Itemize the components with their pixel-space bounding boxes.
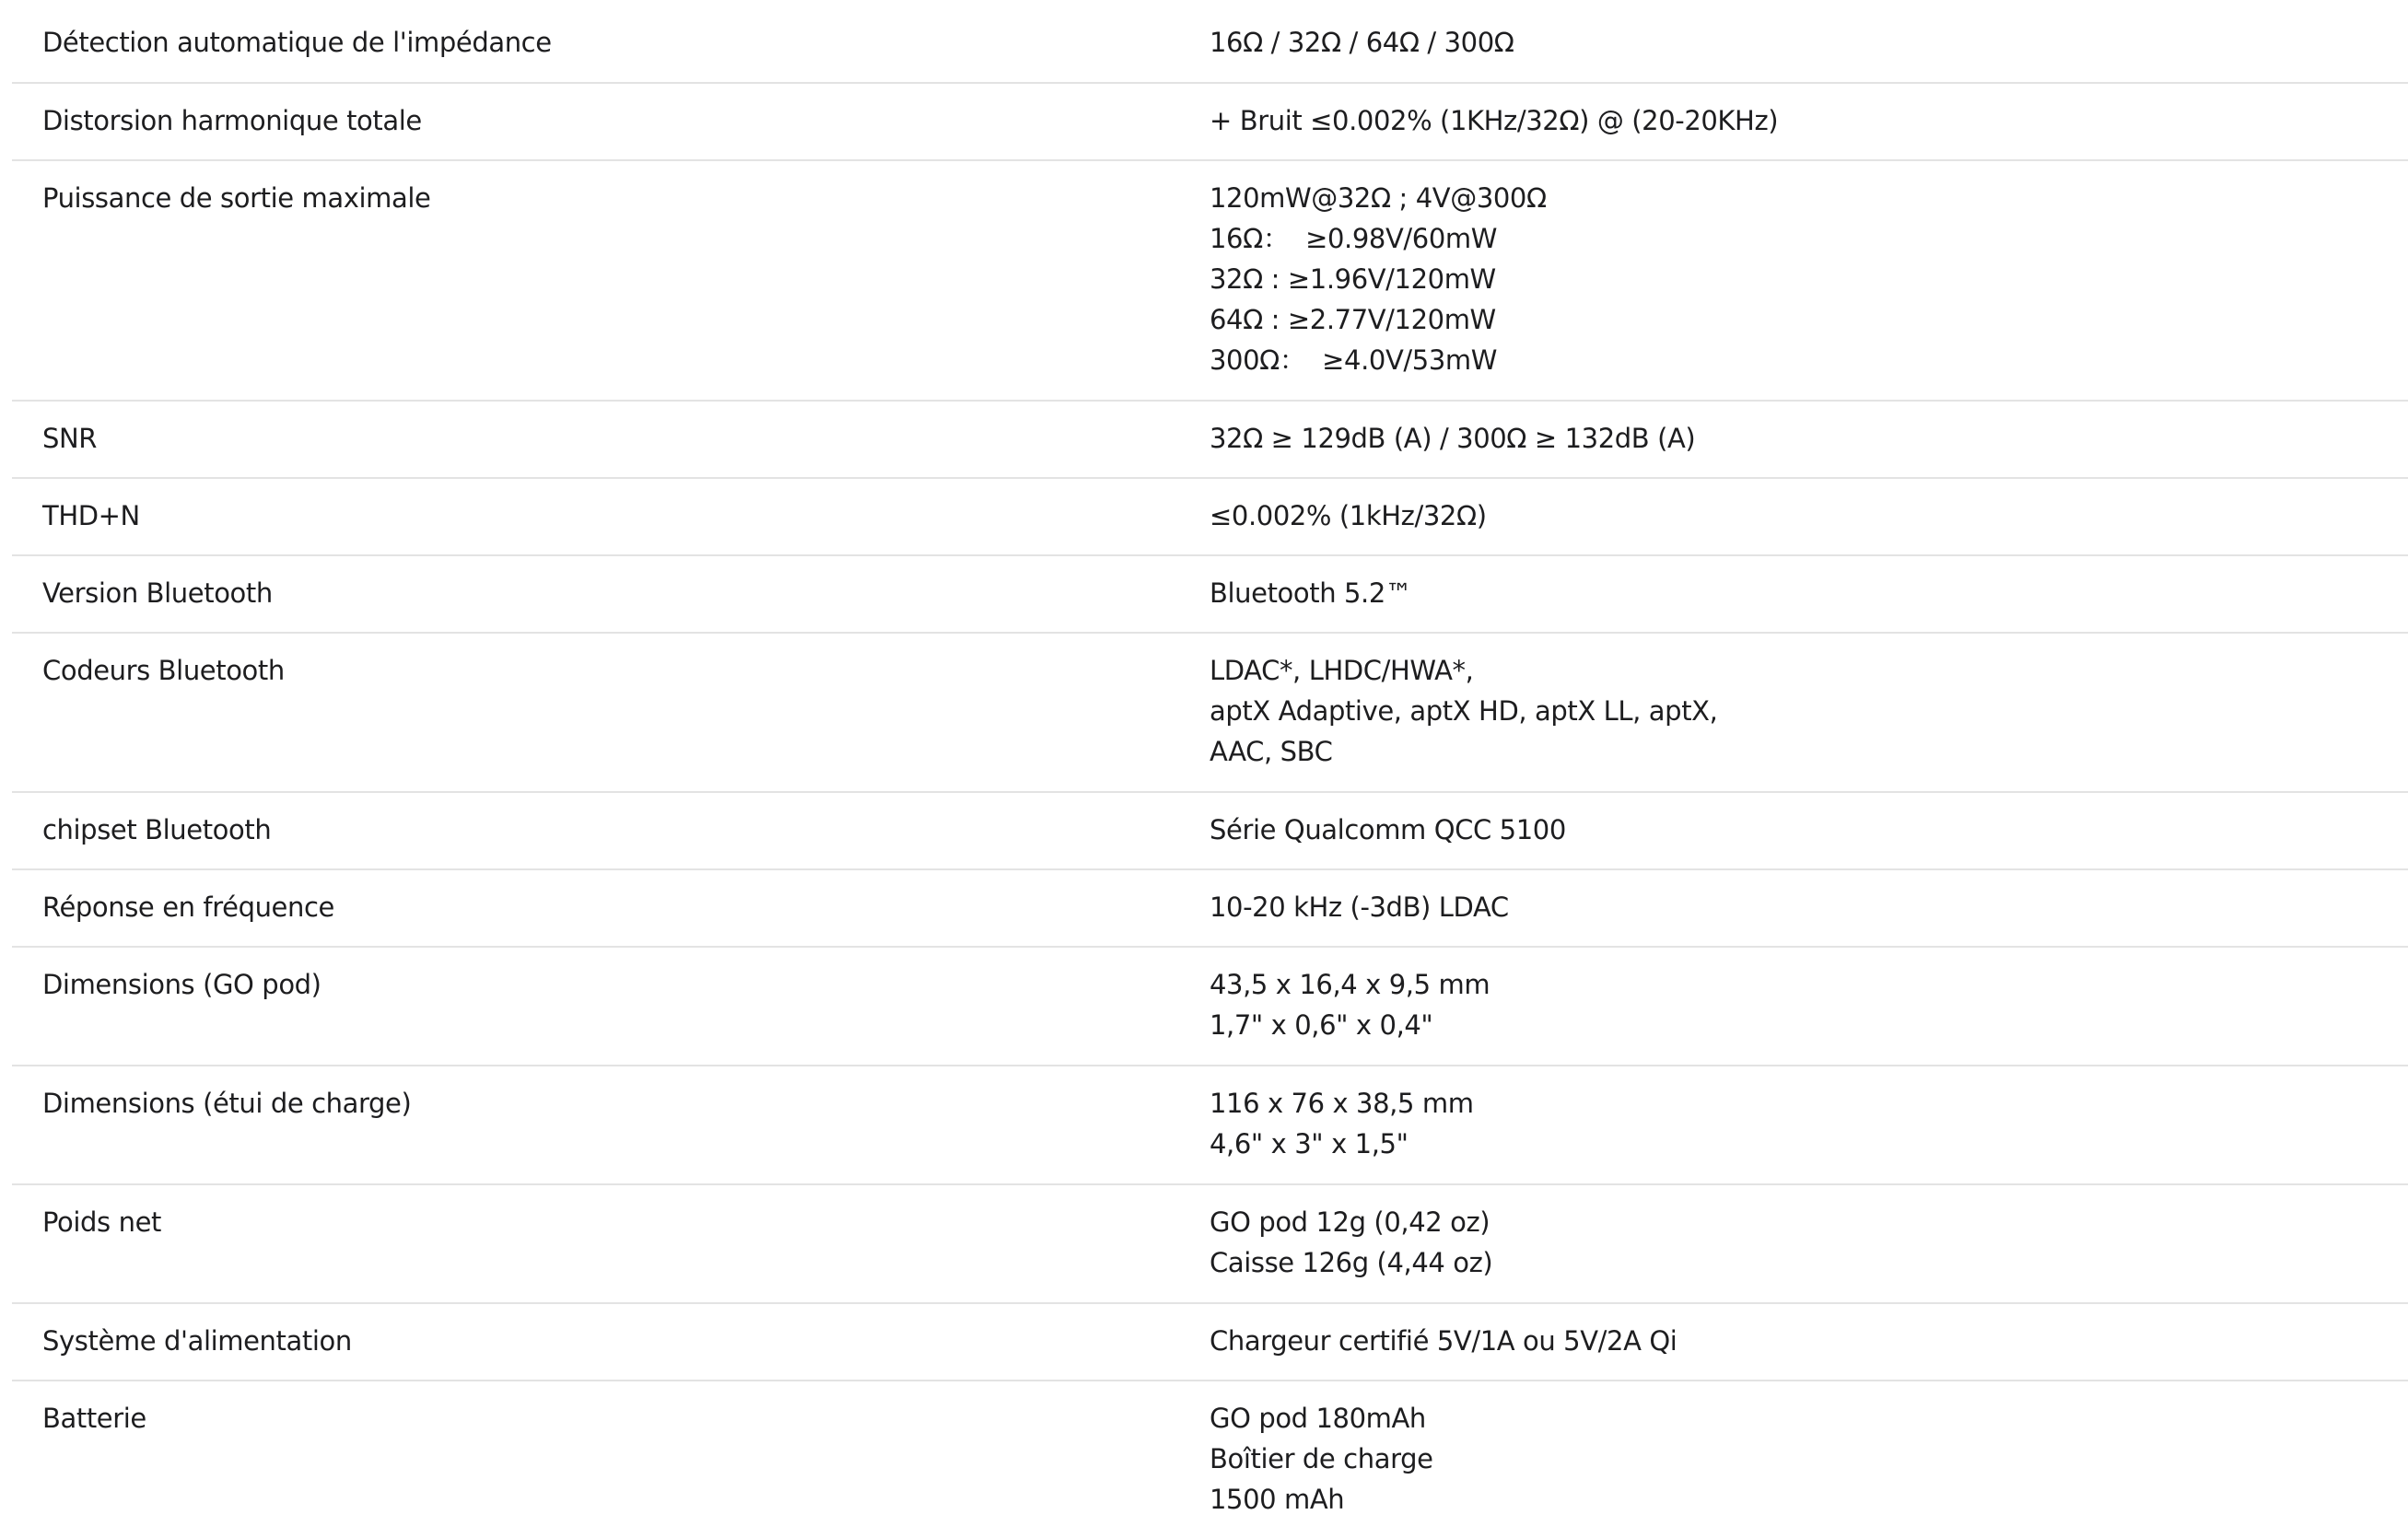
spec-value bbox=[1210, 793, 2408, 868]
spec-row bbox=[12, 0, 2408, 84]
spec-value bbox=[1210, 0, 2408, 82]
spec-value-line: 16Ω / 32Ω / 64Ω / 300Ω bbox=[1210, 27, 1514, 58]
spec-value-line: ≤0.002% (1kHz/32Ω) bbox=[1210, 500, 1487, 531]
spec-value-line: 1500 mAh bbox=[1210, 1484, 1345, 1515]
spec-value-line: GO pod 12g (0,42 oz) bbox=[1210, 1206, 1490, 1238]
spec-label: chipset Bluetooth bbox=[42, 814, 272, 845]
spec-value-line: Caisse 126g (4,44 oz) bbox=[1210, 1247, 1493, 1278]
spec-value bbox=[1210, 1381, 2408, 1538]
spec-label: Dimensions (GO pod) bbox=[42, 969, 321, 1000]
spec-label: Détection automatique de l'impédance bbox=[42, 27, 552, 58]
spec-value bbox=[1210, 556, 2408, 632]
spec-row bbox=[12, 1066, 2408, 1185]
spec-value-line: 64Ω : ≥2.77V/120mW bbox=[1210, 304, 1496, 335]
spec-value bbox=[1210, 479, 2408, 554]
spec-value-line: 1,7" x 0,6" x 0,4" bbox=[1210, 1009, 1433, 1041]
spec-value bbox=[1210, 1066, 2408, 1183]
spec-label: Réponse en fréquence bbox=[42, 891, 334, 923]
spec-value bbox=[1210, 870, 2408, 946]
spec-value-line: 32Ω : ≥1.96V/120mW bbox=[1210, 263, 1496, 295]
spec-label: Distorsion harmonique totale bbox=[42, 105, 422, 136]
spec-label: Version Bluetooth bbox=[42, 577, 273, 609]
spec-row bbox=[12, 1304, 2408, 1381]
spec-value bbox=[1210, 634, 2408, 791]
spec-value-line: AAC, SBC bbox=[1210, 736, 1333, 767]
spec-value-line: 32Ω ≥ 129dB (A) / 300Ω ≥ 132dB (A) bbox=[1210, 423, 1696, 454]
spec-label: Poids net bbox=[42, 1206, 161, 1238]
spec-row bbox=[12, 793, 2408, 870]
spec-label: Puissance de sortie maximale bbox=[42, 182, 431, 214]
spec-row bbox=[12, 948, 2408, 1066]
spec-value-line: 43,5 x 16,4 x 9,5 mm bbox=[1210, 969, 1490, 1000]
spec-row bbox=[12, 870, 2408, 948]
spec-row bbox=[12, 556, 2408, 634]
spec-row bbox=[12, 84, 2408, 161]
spec-label: Système d'alimentation bbox=[42, 1325, 352, 1357]
spec-value bbox=[1210, 1304, 2408, 1380]
spec-label: THD+N bbox=[42, 500, 140, 531]
spec-value-line: aptX Adaptive, aptX HD, aptX LL, aptX, bbox=[1210, 695, 1718, 727]
spec-value-line: 16Ω： ≥0.98V/60mW bbox=[1210, 223, 1498, 254]
spec-label: Codeurs Bluetooth bbox=[42, 655, 285, 686]
spec-value-line: + Bruit ≤0.002% (1KHz/32Ω) @ (20-20KHz) bbox=[1210, 105, 1779, 136]
spec-row bbox=[12, 1185, 2408, 1304]
spec-value-line: 300Ω： ≥4.0V/53mW bbox=[1210, 344, 1498, 376]
spec-table bbox=[12, 0, 2408, 1538]
spec-value bbox=[1210, 1185, 2408, 1302]
spec-value bbox=[1210, 948, 2408, 1065]
spec-value bbox=[1210, 161, 2408, 400]
spec-label: Dimensions (étui de charge) bbox=[42, 1088, 412, 1119]
spec-row bbox=[12, 479, 2408, 556]
spec-value bbox=[1210, 402, 2408, 477]
spec-value-line: GO pod 180mAh bbox=[1210, 1403, 1426, 1434]
spec-row bbox=[12, 402, 2408, 479]
spec-value-line: Boîtier de charge bbox=[1210, 1443, 1433, 1474]
spec-value-line: 120mW@32Ω ; 4V@300Ω bbox=[1210, 182, 1547, 214]
spec-value-line: Chargeur certifié 5V/1A ou 5V/2A Qi bbox=[1210, 1325, 1677, 1357]
spec-row bbox=[12, 161, 2408, 402]
spec-row bbox=[12, 1381, 2408, 1538]
spec-value-line: 10-20 kHz (-3dB) LDAC bbox=[1210, 891, 1509, 923]
spec-label: SNR bbox=[42, 423, 98, 454]
spec-label: Batterie bbox=[42, 1403, 146, 1434]
spec-value bbox=[1210, 84, 2408, 159]
spec-value-line: Bluetooth 5.2™ bbox=[1210, 577, 1412, 609]
spec-value-line: 116 x 76 x 38,5 mm bbox=[1210, 1088, 1474, 1119]
spec-row bbox=[12, 634, 2408, 793]
spec-value-line: 4,6" x 3" x 1,5" bbox=[1210, 1128, 1409, 1159]
spec-value-line: Série Qualcomm QCC 5100 bbox=[1210, 814, 1566, 845]
spec-value-line: LDAC*, LHDC/HWA*, bbox=[1210, 655, 1474, 686]
